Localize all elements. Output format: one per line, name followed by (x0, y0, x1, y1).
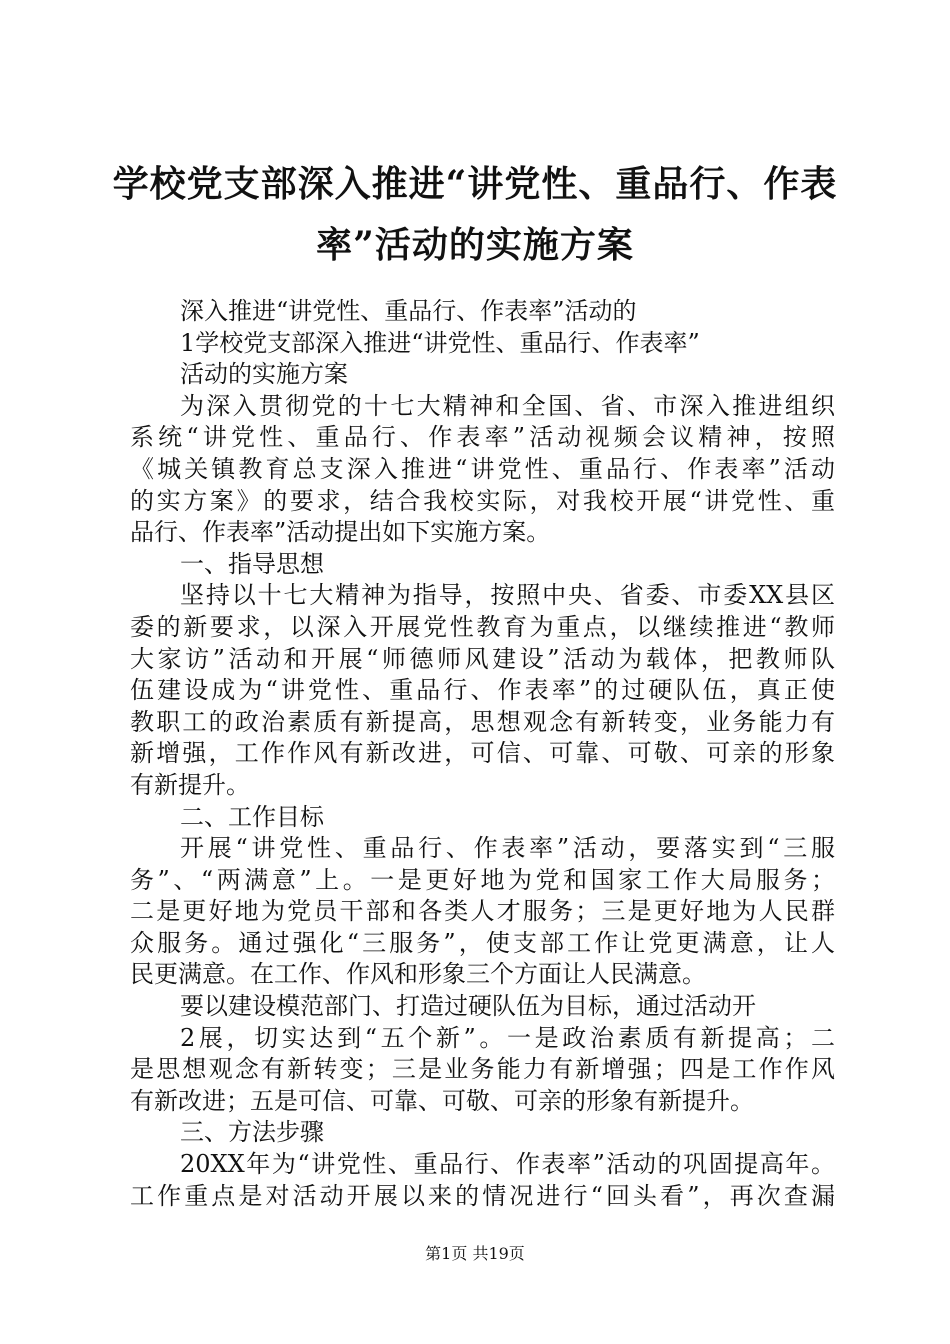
body-line: 有新改进；五是可信、可靠、可敬、可亲的形象有新提升。 (130, 1086, 754, 1115)
document-title-line-2: 率”活动的实施方案 (316, 224, 634, 266)
document-title-line-1: 学校党支部深入推进“讲党性、重品行、作表 (112, 163, 838, 205)
body-line: 要以建设模范部门、打造过硬队伍为目标，通过活动开 (180, 992, 756, 1021)
body-line: 二、工作目标 (180, 802, 324, 831)
body-line: 的实方案》的要求，结合我校实际，对我校开展“讲党性、重 (130, 486, 835, 515)
body-line: 系统“讲党性、重品行、作表率”活动视频会议精神，按照 (130, 423, 835, 452)
body-line: 三、方法步骤 (180, 1118, 324, 1147)
body-line: 一、指导思想 (180, 549, 324, 578)
body-line: 伍建设成为“讲党性、重品行、作表率”的过硬队伍，真正使 (130, 676, 835, 705)
body-line: 二是更好地为党员干部和各类人才服务；三是更好地为人民群 (130, 897, 835, 926)
body-line: 众服务。通过强化“三服务”，使支部工作让党更满意，让人 (130, 928, 835, 957)
body-line: 坚持以十七大精神为指导，按照中央、省委、市委XX县区 (180, 581, 835, 610)
body-line: 工作重点是对活动开展以来的情况进行“回头看”，再次查漏 (130, 1181, 835, 1210)
body-line: 大家访”活动和开展“师德师风建设”活动为载体，把教师队 (130, 644, 835, 673)
body-line: 务”、“两满意”上。一是更好地为党和国家工作大局服务； (130, 865, 835, 894)
body-line: 民更满意。在工作、作风和形象三个方面让人民满意。 (130, 960, 706, 989)
document-body (130, 296, 835, 1212)
body-line: 1学校党支部深入推进“讲党性、重品行、作表率” (180, 328, 700, 357)
body-line: 有新提升。 (130, 770, 250, 799)
body-line: 深入推进“讲党性、重品行、作表率”活动的 (180, 297, 637, 325)
body-line: 为深入贯彻党的十七大精神和全国、省、市深入推进组织 (180, 391, 835, 420)
body-line: 是思想观念有新转变；三是业务能力有新增强；四是工作作风 (130, 1055, 835, 1084)
body-line: 开展“讲党性、重品行、作表率”活动，要落实到“三服 (180, 834, 835, 863)
body-line: 《城关镇教育总支深入推进“讲党性、重品行、作表率”活动 (130, 454, 835, 483)
body-line: 活动的实施方案 (180, 360, 348, 389)
body-line: 品行、作表率”活动提出如下实施方案。 (130, 518, 551, 547)
body-line: 新增强，工作作风有新改进，可信、可靠、可敬、可亲的形象 (130, 739, 835, 768)
body-line: 委的新要求，以深入开展党性教育为重点，以继续推进“教师 (130, 612, 835, 641)
body-line: 教职工的政治素质有新提高，思想观念有新转变，业务能力有 (130, 707, 835, 736)
body-line: 20XX年为“讲党性、重品行、作表率”活动的巩固提高年。 (180, 1150, 835, 1179)
page-footer: 第1页 共19页 (425, 1244, 525, 1263)
body-line: 2展，切实达到“五个新”。一是政治素质有新提高；二 (180, 1023, 835, 1052)
